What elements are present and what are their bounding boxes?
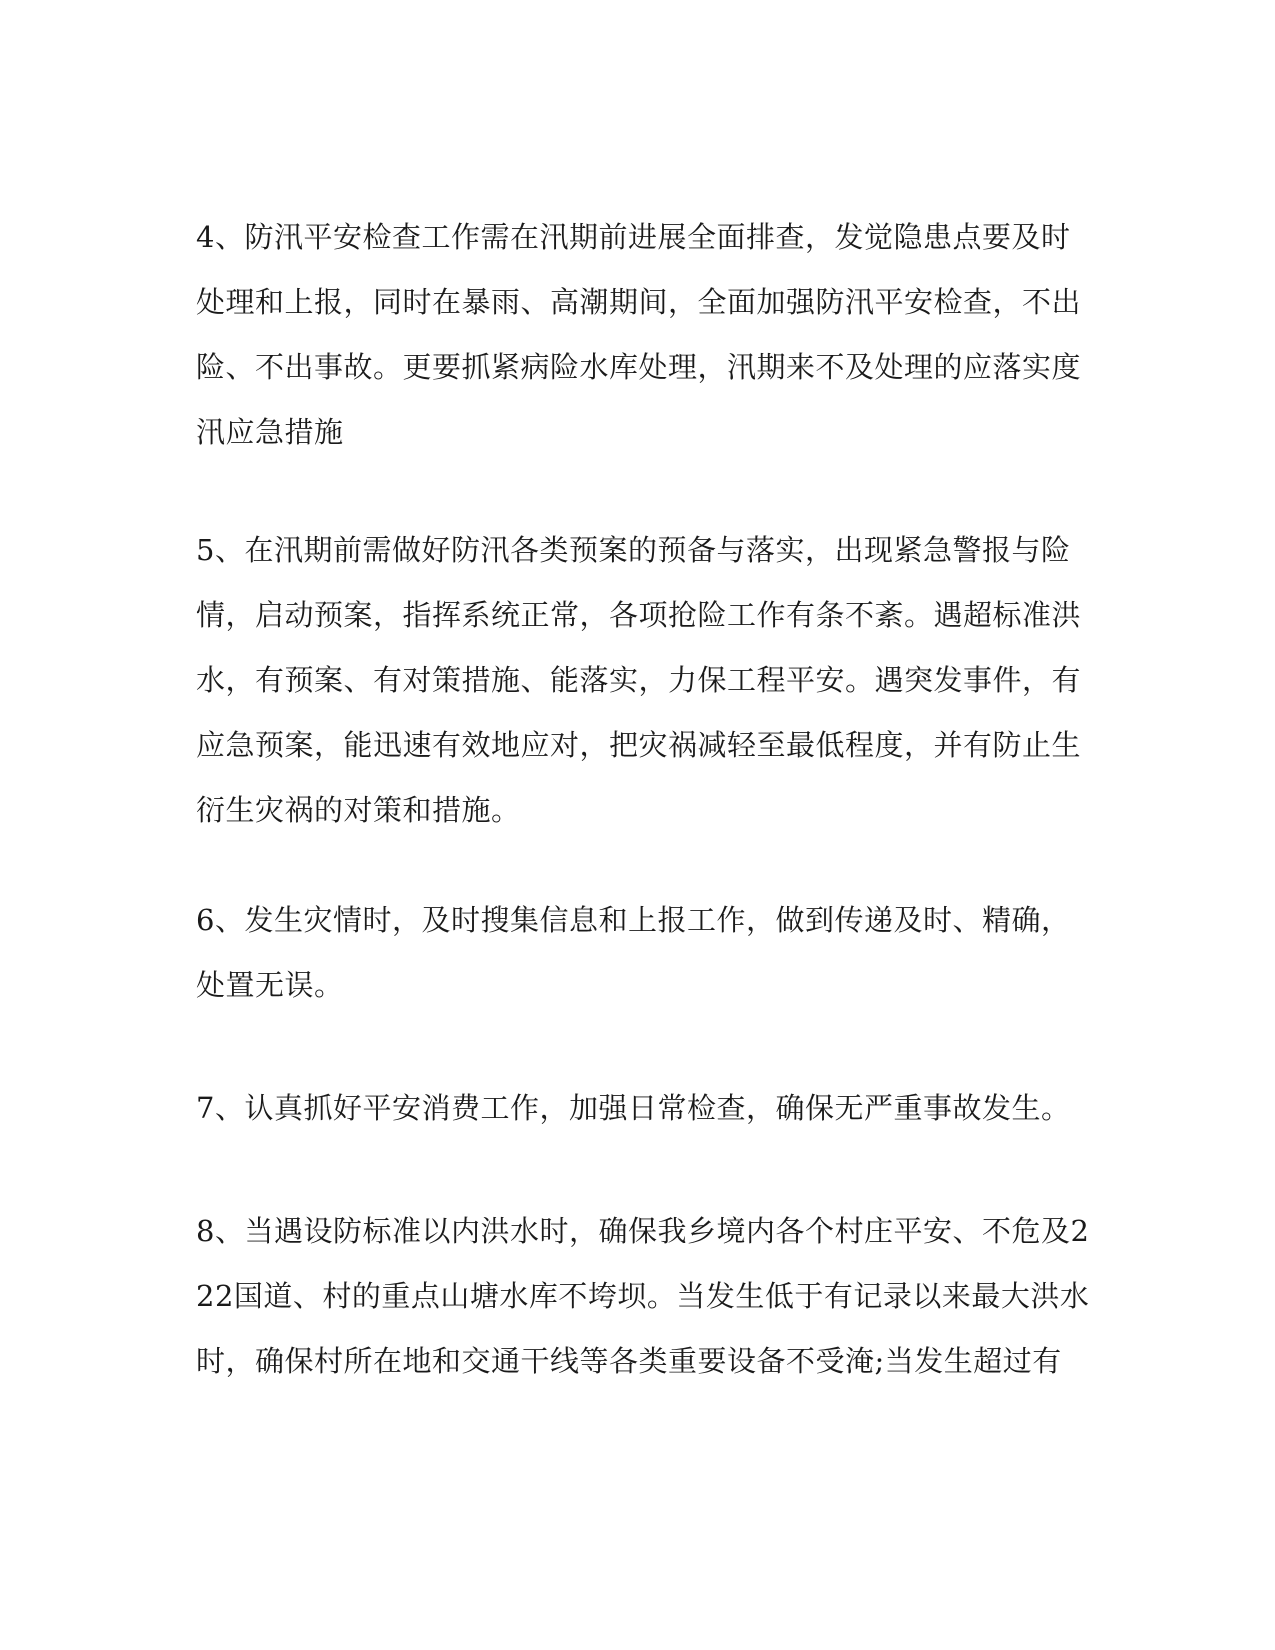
paragraph-line: 4、防汛平安检查工作需在汛期前进展全面排查，发觉隐患点要及时	[196, 220, 1071, 254]
paragraph-line: 处置无误。	[196, 968, 344, 1002]
paragraph-line: 险、不出事故。更要抓紧病险水库处理，汛期来不及处理的应落实度	[196, 350, 1082, 384]
paragraph-line: 22国道、村的重点山塘水库不垮坝。当发生低于有记录以来最大洪水	[196, 1279, 1090, 1313]
paragraph-7	[196, 1076, 1076, 1141]
paragraph-line: 处理和上报，同时在暴雨、高潮期间，全面加强防汛平安检查，不出	[196, 285, 1082, 319]
paragraph-4	[196, 205, 1082, 465]
paragraph-line: 衍生灾祸的对策和措施。	[196, 793, 521, 827]
paragraph-8	[196, 1199, 1090, 1394]
paragraph-6	[196, 888, 1076, 1018]
paragraph-line: 6、发生灾情时，及时搜集信息和上报工作，做到传递及时、精确，	[196, 903, 1071, 937]
paragraph-line: 水，有预案、有对策措施、能落实，力保工程平安。遇突发事件，有	[196, 663, 1082, 697]
paragraph-5	[196, 518, 1082, 843]
paragraph-line: 汛应急措施	[196, 415, 344, 449]
paragraph-line: 时，确保村所在地和交通干线等各类重要设备不受淹;当发生超过有	[196, 1344, 1062, 1378]
paragraph-line: 8、当遇设防标准以内洪水时，确保我乡境内各个村庄平安、不危及2	[196, 1214, 1090, 1248]
paragraph-line: 7、认真抓好平安消费工作，加强日常检查，确保无严重事故发生。	[196, 1091, 1071, 1125]
paragraph-line: 应急预案，能迅速有效地应对，把灾祸减轻至最低程度，并有防止生	[196, 728, 1082, 762]
paragraph-line: 情，启动预案，指挥系统正常，各项抢险工作有条不紊。遇超标准洪	[196, 598, 1082, 632]
paragraph-line: 5、在汛期前需做好防汛各类预案的预备与落实，出现紧急警报与险	[196, 533, 1071, 567]
